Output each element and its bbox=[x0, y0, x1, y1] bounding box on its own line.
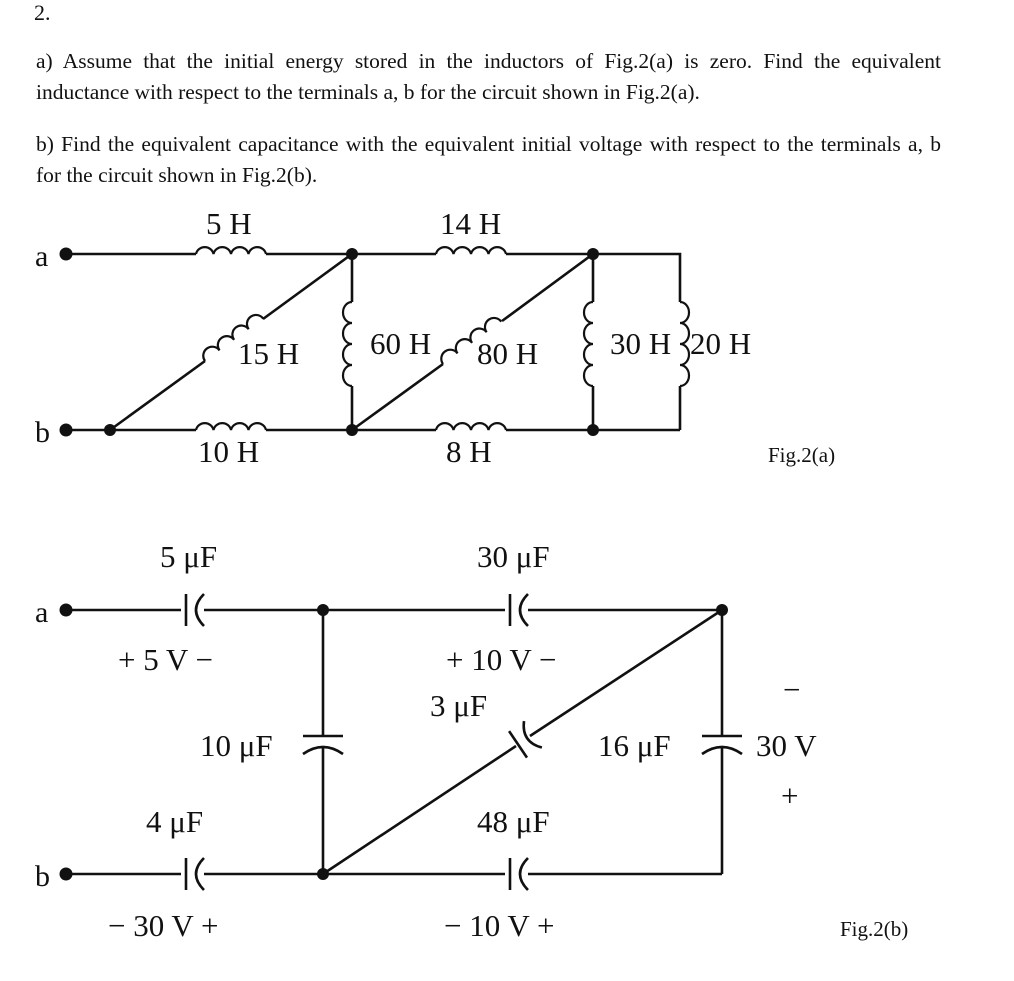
label-plus5v-minus: + 5 V − bbox=[118, 642, 213, 677]
junction-node bbox=[104, 424, 116, 436]
label-minus10v-plus: − 10 V + bbox=[444, 908, 555, 943]
fig-a-caption: Fig.2(a) bbox=[768, 443, 836, 467]
fig-a-diag-15h-wire bbox=[110, 254, 352, 430]
junction-node bbox=[716, 604, 728, 616]
junction-node bbox=[346, 248, 358, 260]
label-5uf: 5 μF bbox=[160, 539, 218, 574]
fig-b-terminal-a: a bbox=[35, 596, 49, 629]
label-3uf: 3 μF bbox=[430, 688, 488, 723]
terminal-a-node bbox=[60, 604, 73, 617]
label-4uf: 4 μF bbox=[146, 804, 204, 839]
label-48uf: 48 μF bbox=[477, 804, 550, 839]
label-30v-plus: + bbox=[781, 778, 799, 813]
label-15h: 15 H bbox=[238, 336, 300, 371]
capacitor-48uf bbox=[510, 858, 528, 890]
label-5h: 5 H bbox=[206, 206, 252, 241]
junction-node bbox=[317, 868, 329, 880]
part-a-text: a) Assume that the initial energy stored in the inductors of Fig.2(a) is zero. Find the equivalent inductance with respect to the terminals a, b for the circuit shown in Fig.2(a). bbox=[36, 49, 941, 104]
capacitor-30uf bbox=[510, 594, 528, 626]
part-b-text: b) Find the equivalent capacitance with the equivalent initial voltage with respect to the terminals a, b for the circuit shown in Fig.2(b). bbox=[36, 132, 941, 187]
fig-2b-circuit bbox=[35, 539, 908, 943]
fig-b-caption: Fig.2(b) bbox=[840, 917, 909, 941]
junction-node bbox=[346, 424, 358, 436]
inductor-8h-coil bbox=[436, 423, 506, 430]
label-16uf: 16 μF bbox=[598, 728, 671, 763]
label-14h: 14 H bbox=[440, 206, 502, 241]
label-plus10v-minus: + 10 V − bbox=[446, 642, 557, 677]
capacitor-3uf bbox=[509, 721, 542, 758]
terminal-b-node bbox=[60, 424, 73, 437]
inductor-30h-coil bbox=[584, 302, 593, 386]
fig-b-terminal-b: b bbox=[35, 860, 50, 893]
fig-a-terminal-b: b bbox=[35, 416, 50, 449]
inductor-10h-coil bbox=[196, 423, 266, 430]
label-60h: 60 H bbox=[370, 326, 432, 361]
label-30v-minus: − bbox=[783, 672, 801, 707]
capacitor-4uf bbox=[186, 858, 204, 890]
label-10uf: 10 μF bbox=[200, 728, 273, 763]
label-minus30v-plus: − 30 V + bbox=[108, 908, 219, 943]
label-8h: 8 H bbox=[446, 434, 492, 469]
inductor-14h-coil bbox=[436, 247, 506, 254]
junction-node bbox=[587, 248, 599, 260]
label-80h: 80 H bbox=[477, 336, 539, 371]
inductor-5h-coil bbox=[196, 247, 266, 254]
label-30h: 30 H bbox=[610, 326, 672, 361]
capacitor-5uf bbox=[186, 594, 204, 626]
junction-node bbox=[587, 424, 599, 436]
label-30uf: 30 μF bbox=[477, 539, 550, 574]
label-30v: 30 V bbox=[756, 728, 817, 763]
label-20h: 20 H bbox=[690, 326, 752, 361]
fig-2a-circuit bbox=[35, 206, 835, 469]
fig-a-terminal-a: a bbox=[35, 240, 49, 273]
question-number: 2. bbox=[34, 0, 51, 25]
junction-node bbox=[317, 604, 329, 616]
inductor-60h-coil bbox=[343, 302, 352, 386]
inductor-20h-coil bbox=[680, 302, 689, 386]
label-10h: 10 H bbox=[198, 434, 260, 469]
terminal-b-node bbox=[60, 868, 73, 881]
terminal-a-node bbox=[60, 248, 73, 261]
